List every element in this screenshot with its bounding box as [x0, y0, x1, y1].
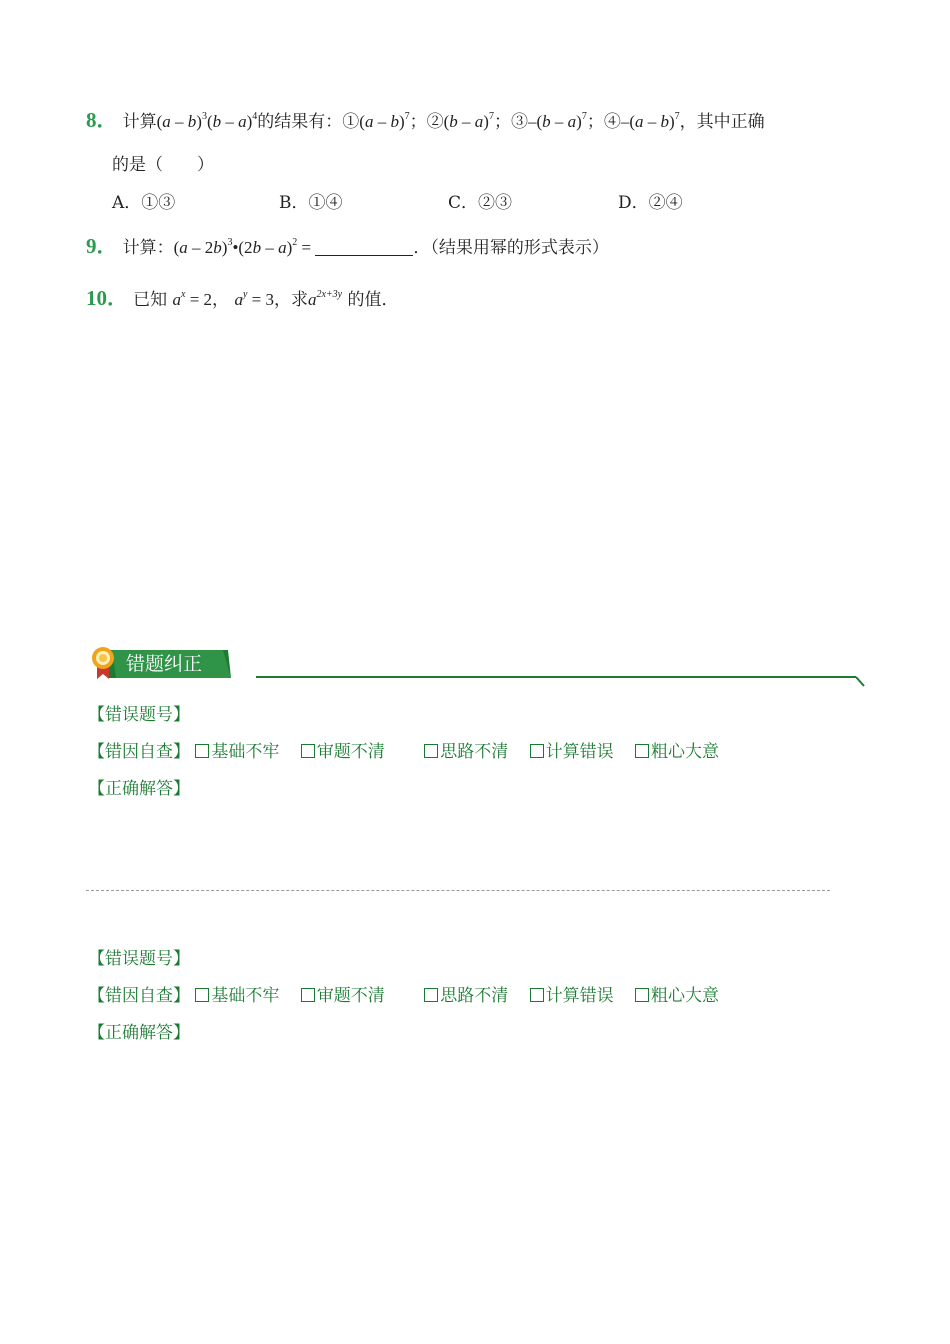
question-10 [86, 282, 399, 312]
option-c[interactable]: C．②③ [448, 193, 513, 213]
question-number: 9． [86, 234, 118, 258]
question-text: 已知 $a^x = 2$， $a^y = 3$，求$a^{2x+3y}$ 的值． [133, 289, 399, 310]
wrong-number-label: 【错误题号】 [88, 705, 190, 725]
reason-checkbox[interactable]: 基础不牢 [195, 742, 279, 762]
answer-label: 【正确解答】 [88, 779, 190, 799]
reason-checkbox[interactable]: 思路不清 [424, 986, 508, 1006]
reason-checkbox[interactable]: 基础不牢 [195, 986, 279, 1006]
question-text: 计算(a – b)$^3$(b – a)$^4$的结果有：①(a – b)$^7$；②(b – a)$^7$；③–(b – a)$^7$；④–(a – b)$^7$，其中正确 [122, 111, 765, 132]
reason-checkbox[interactable]: 粗心大意 [635, 742, 719, 762]
option-d[interactable]: D．②④ [618, 193, 683, 213]
question-8-line2: 的是（ ） [112, 155, 214, 175]
question-9 [86, 230, 609, 260]
correction-banner [88, 644, 868, 694]
reason-checkbox[interactable]: 粗心大意 [635, 986, 719, 1006]
wrong-number-label: 【错误题号】 [88, 949, 190, 969]
answer-blank[interactable] [315, 238, 413, 256]
answer-label: 【正确解答】 [88, 1023, 190, 1043]
reason-row [88, 981, 719, 1006]
banner-graphic [88, 644, 868, 694]
reason-label: 【错因自查】 [88, 742, 190, 762]
question-8 [86, 104, 765, 134]
reason-checkbox[interactable]: 审题不清 [301, 986, 385, 1006]
reason-checkbox[interactable]: 审题不清 [301, 742, 385, 762]
dashed-divider [86, 890, 830, 891]
banner-title: 错题纠正 [126, 653, 203, 675]
reason-checkbox[interactable]: 计算错误 [530, 986, 614, 1006]
reason-checkbox[interactable]: 思路不清 [424, 742, 508, 762]
question-text: 计算：(a – 2b)$^3$•(2b – a)$^2$ = ．（结果用幂的形式表示） [122, 237, 609, 258]
medal-icon [90, 646, 116, 680]
option-a[interactable]: A．①③ [112, 193, 176, 213]
question-number: 10． [86, 286, 128, 310]
reason-checkbox[interactable]: 计算错误 [530, 742, 614, 762]
reason-row [88, 737, 719, 762]
option-b[interactable]: B．①④ [279, 193, 343, 213]
reason-label: 【错因自查】 [88, 986, 190, 1006]
question-number: 8． [86, 108, 118, 132]
